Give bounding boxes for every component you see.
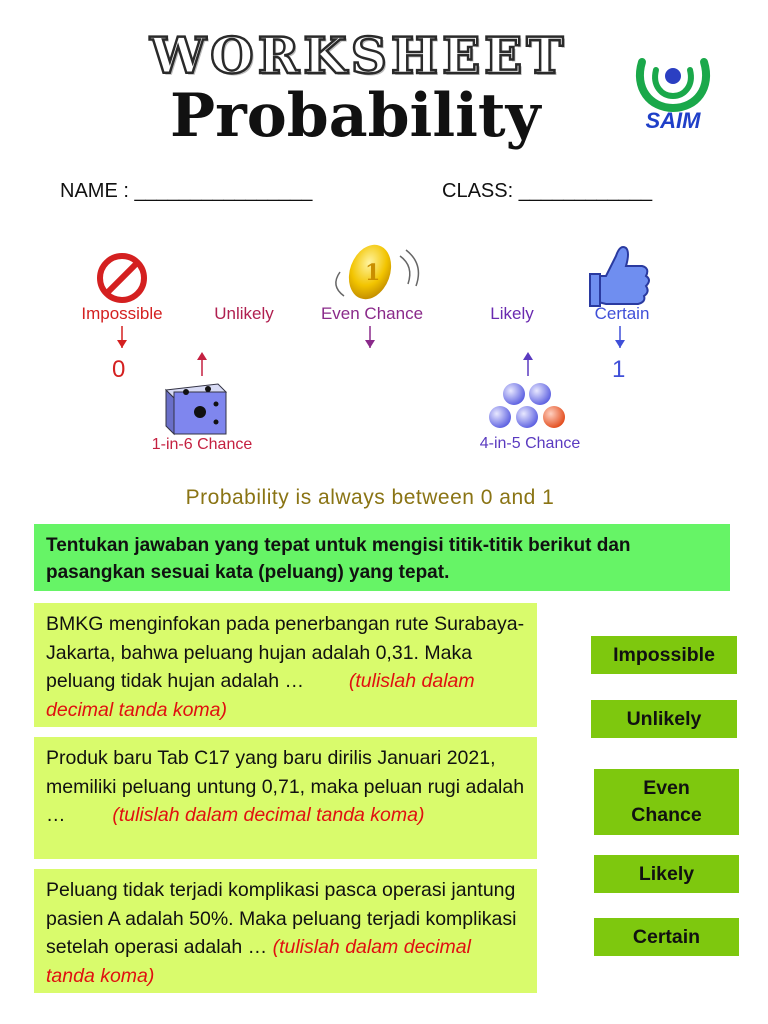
coin-digit: 1 [365, 260, 381, 286]
question-2-text: Produk baru Tab C17 yang baru dirilis Januari 2021, memiliki peluang untung 0,71, maka peluan rugi adalah … [46, 747, 525, 826]
scale-label-certain: Certain [594, 304, 650, 323]
coin-icon [336, 239, 419, 305]
logo-text: SAIM [645, 108, 701, 133]
saim-logo [630, 42, 716, 136]
question-1-hint: (tulislah dalam decimal tanda koma) [46, 670, 475, 721]
question-2-hint: (tulislah dalam decimal tanda koma) [112, 804, 425, 826]
scale-label-unlikely: Unlikely [214, 304, 274, 323]
option-even-chance[interactable]: Even Chance [594, 769, 739, 835]
probability-scale [0, 236, 768, 466]
question-2 [34, 737, 537, 859]
scale-end: 1 [612, 356, 626, 383]
dice-icon [166, 384, 226, 434]
scale-subtitle: Probability is always between 0 and 1 [185, 486, 555, 509]
name-field[interactable]: NAME : ________________ [60, 180, 313, 202]
option-unlikely[interactable]: Unlikely [591, 700, 737, 738]
option-impossible[interactable]: Impossible [591, 636, 737, 674]
question-3 [34, 869, 537, 993]
question-1 [34, 603, 537, 727]
scale-start: 0 [112, 356, 126, 383]
scale-label-likely: Likely [490, 304, 534, 323]
one-in-six-label: 1-in-6 Chance [151, 436, 253, 453]
page-title: Probability [170, 81, 541, 151]
question-3-hint: (tulislah dalam decimal tanda koma) [46, 936, 471, 987]
thumbs-up-icon [590, 247, 649, 306]
option-certain[interactable]: Certain [594, 918, 739, 956]
balls-icon [489, 383, 565, 428]
question-1-text: BMKG menginfokan pada penerbangan rute Surabaya-Jakarta, bahwa peluang hujan adalah 0,31. Maka peluang tidak hujan adalah … [46, 613, 525, 692]
worksheet-heading: WORKSHEET [150, 26, 568, 85]
option-likely[interactable]: Likely [594, 855, 739, 893]
scale-label-impossible: Impossible [81, 304, 163, 323]
class-field[interactable]: CLASS: ____________ [442, 180, 653, 202]
scale-graphic [0, 236, 768, 466]
no-sign-icon [100, 256, 144, 300]
four-in-five-label: 4-in-5 Chance [479, 435, 581, 452]
scale-label-even-chance: Even Chance [320, 304, 424, 323]
question-3-text: Peluang tidak terjadi komplikasi pasca operasi jantung pasien A adalah 50%. Maka peluang terjadi komplikasi setelah operasi adalah … [46, 879, 517, 958]
instruction-box: Tentukan jawaban yang tepat untuk mengisi titik-titik berikut dan pasangkan sesuai kata (peluang) yang tepat. [34, 524, 730, 591]
